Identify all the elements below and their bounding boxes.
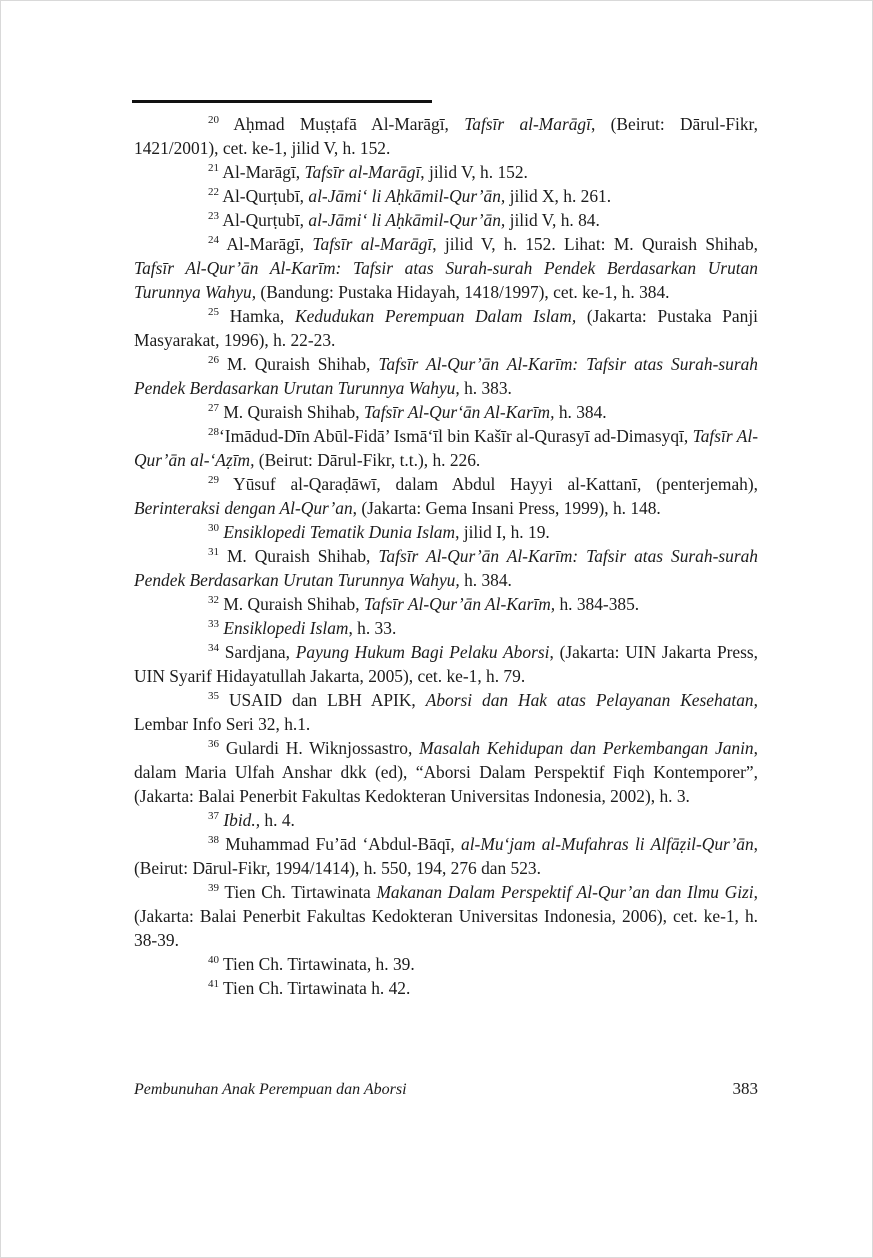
- footnote: [134, 688, 758, 736]
- footnote-number: 40: [208, 954, 219, 967]
- footnote-text-run: , jilid V, h. 152. Lihat: M. Quraish Shihab,: [432, 234, 758, 254]
- footnote-number: 23: [208, 210, 219, 223]
- footnote-text-run: Sardjana,: [219, 642, 296, 662]
- footnote-title-run: Makanan Dalam Perspektif Al-Qur’an dan Ilmu Gizi: [376, 882, 754, 902]
- footnote-number: 31: [208, 546, 219, 559]
- footnote: [134, 616, 758, 640]
- footnote-title-run: Tafsīr Al-Qur’ān Al-Karīm: Tafsir atas Surah-surah Pendek Berdasarkan Urutan Turunnya Wahyu,: [134, 354, 758, 398]
- footnote-title-run: Tafsīr Al-Qur’ān Al-Karīm: Tafsir atas Surah-surah Pendek Berdasarkan Urutan Turunnya Wahyu,: [134, 258, 758, 302]
- footnote-text-run: Yūsuf al-Qaraḍāwī, dalam Abdul Hayyi al-Kattanī, (penterjemah),: [219, 474, 758, 494]
- footnote-text-run: h. 384.: [459, 570, 512, 590]
- footnote-number: 28: [208, 426, 219, 439]
- footnote-text-run: jilid X, h. 261.: [505, 186, 612, 206]
- footnote-text-run: (Bandung: Pustaka Hidayah, 1418/1997), cet. ke-1, h. 384.: [256, 282, 670, 302]
- footnote: [134, 544, 758, 592]
- page-footer: [134, 1079, 758, 1099]
- footnote-title-run: Berinteraksi dengan Al-Qur’an: [134, 498, 353, 518]
- footnote-title-run: al-Mu‘jam al-Mufahras li Alfāẓil-Qur’ān: [461, 834, 754, 854]
- footnote-text-run: M. Quraish Shihab,: [219, 546, 379, 566]
- footnote-title-run: Ensiklopedi Islam: [223, 618, 349, 638]
- footnote-number: 41: [208, 978, 219, 991]
- footnote: [134, 352, 758, 400]
- footnote-title-run: Tafsīr Al-Qur’ān Al-Karīm,: [363, 594, 556, 614]
- footnote-number: 25: [208, 306, 219, 319]
- footnote-text-run: h. 384.: [554, 402, 607, 422]
- footnote-title-run: Tafsīr al-Marāgī: [464, 114, 591, 134]
- footnote-title-run: Tafsīr Al-Qur’ān Al-Karīm: Tafsir atas Surah-surah Pendek Berdasarkan Urutan Turunnya Wahyu,: [134, 546, 758, 590]
- footnote-text-run: h. 4.: [260, 810, 295, 830]
- footnote-title-run: Masalah Kehidupan dan Perkembangan Janin: [419, 738, 754, 758]
- footnote-text-run: Hamka,: [219, 306, 295, 326]
- footnote-title-run: Payung Hukum Bagi Pelaku Aborsi: [295, 642, 550, 662]
- footnote-text-run: Al-Qurṭubī,: [219, 210, 309, 230]
- footnote-number: 30: [208, 522, 219, 535]
- footnote-text-run: Tien Ch. Tirtawinata, h. 39.: [219, 954, 415, 974]
- footnote-text-run: h. 384-385.: [555, 594, 640, 614]
- footnote-text-run: , (Beirut: Dārul-Fikr, 1421/2001), cet. ke-1, jilid V, h. 152.: [134, 114, 759, 158]
- footnotes-list: [134, 112, 758, 1000]
- footnote-number: 24: [208, 234, 219, 247]
- footnote: [134, 400, 758, 424]
- footnote: [134, 304, 758, 352]
- footnote: [134, 208, 758, 232]
- footnote-text-run: Al-Qurṭubī,: [219, 186, 309, 206]
- footnote-text-run: Gulardi H. Wiknjossastro,: [219, 738, 420, 758]
- footnote-title-run: al-Jāmi‘ li Aḥkāmil-Qur’ān,: [308, 186, 506, 206]
- footnote-text-run: Al-Marāgī,: [219, 162, 305, 182]
- footnote-text-run: , (Jakarta: Balai Penerbit Fakultas Kedokteran Universitas Indonesia, 2006), cet. ke-1, h. 38-39.: [134, 882, 758, 950]
- footnote: [134, 592, 758, 616]
- footnote-title-run: Tafsīr Al-Qur‘ān Al-Karīm,: [363, 402, 555, 422]
- footnote-title-run: Tafsīr al-Marāgī: [312, 234, 433, 254]
- footnote-number: 37: [208, 810, 219, 823]
- footnote-number: 27: [208, 402, 219, 415]
- footnote-title-run: Tafsīr Al-Qur’ān al-‘Aẓīm,: [134, 426, 758, 470]
- footnote: [134, 976, 758, 1000]
- footnote-number: 35: [208, 690, 219, 703]
- footnote-number: 32: [208, 594, 219, 607]
- footnote-number: 33: [208, 618, 219, 631]
- footnote: [134, 832, 758, 880]
- footnote-text-run: , (Beirut: Dārul-Fikr, 1994/1414), h. 550, 194, 276 dan 523.: [134, 834, 758, 878]
- footnote-text-run: h. 383.: [459, 378, 512, 398]
- footnote: [134, 736, 758, 808]
- footnote: [134, 520, 758, 544]
- footnote-title-run: Kedudukan Perempuan Dalam Islam,: [294, 306, 577, 326]
- footnote-number: 39: [208, 882, 219, 895]
- footnote-title-run: Ensiklopedi Tematik Dunia Islam: [223, 522, 456, 542]
- footnote-title-run: Tafsīr al-Marāgī: [304, 162, 421, 182]
- footnote-title-run: al-Jāmi‘ li Aḥkāmil-Qur’ān,: [308, 210, 506, 230]
- footnote: [134, 640, 758, 688]
- footnote-text-run: , (Jakarta: Gema Insani Press, 1999), h. 148.: [352, 498, 661, 518]
- footnote: [134, 424, 758, 472]
- footnote-number: 29: [208, 474, 219, 487]
- footnote-separator-rule: [132, 100, 432, 103]
- footnote-text-run: Tien Ch. Tirtawinata: [219, 882, 377, 902]
- footnote-number: 36: [208, 738, 219, 751]
- footnote-text-run: , jilid V, h. 152.: [420, 162, 528, 182]
- footnote-number: 38: [208, 834, 219, 847]
- footnote-text-run: , (Jakarta: UIN Jakarta Press, UIN Syarif Hidayatullah Jakarta, 2005), cet. ke-1, h. 79.: [134, 642, 759, 686]
- footnote-number: 20: [208, 114, 219, 127]
- footnote-text-run: Muhammad Fu’ād ‘Abdul-Bāqī,: [219, 834, 462, 854]
- footnote-text-run: Aḥmad Muṣṭafā Al-Marāgī,: [219, 114, 465, 134]
- footnote: [134, 952, 758, 976]
- footnote-text-run: (Beirut: Dārul-Fikr, t.t.), h. 226.: [254, 450, 481, 470]
- footnote-text-run: , jilid I, h. 19.: [455, 522, 550, 542]
- footnote-text-run: M. Quraish Shihab,: [219, 402, 364, 422]
- footnote: [134, 184, 758, 208]
- footnote-title-run: Ibid.,: [223, 810, 261, 830]
- footnote-number: 26: [208, 354, 219, 367]
- running-title: Pembunuhan Anak Perempuan dan Aborsi: [134, 1081, 407, 1098]
- footnote-text-run: jilid V, h. 84.: [505, 210, 600, 230]
- footnote-number: 22: [208, 186, 219, 199]
- footnote-text-run: ‘Imādud-Dīn Abūl-Fidā’ Ismā‘īl bin Kašīr al-Qurasyī ad-Dimasyqī,: [219, 426, 693, 446]
- footnote: [134, 112, 758, 160]
- footnote-text-run: Al-Marāgī,: [219, 234, 313, 254]
- footnote: [134, 232, 758, 304]
- footnote-title-run: Aborsi dan Hak atas Pelayanan Kesehatan: [425, 690, 754, 710]
- page-number: 383: [732, 1079, 758, 1098]
- footnote: [134, 880, 758, 952]
- footnote-text-run: Tien Ch. Tirtawinata h. 42.: [219, 978, 411, 998]
- footnote-number: 34: [208, 642, 219, 655]
- footnote-text-run: (Jakarta: Pustaka Panji Masyarakat, 1996), h. 22-23.: [134, 306, 759, 350]
- footnote-text-run: M. Quraish Shihab,: [219, 354, 379, 374]
- footnote-text-run: M. Quraish Shihab,: [219, 594, 364, 614]
- footnote-text-run: , Lembar Info Seri 32, h.1.: [134, 690, 758, 734]
- footnote-text-run: , h. 33.: [348, 618, 397, 638]
- footnote-text-run: , dalam Maria Ulfah Anshar dkk (ed), “Aborsi Dalam Perspektif Fiqh Kontemporer”, (Jakarta: Balai Penerbit Fakultas Kedokteran Universitas Indonesia, 2002), h. 3.: [134, 738, 758, 806]
- footnote: [134, 472, 758, 520]
- footnote: [134, 160, 758, 184]
- footnote-text-run: USAID dan LBH APIK,: [219, 690, 426, 710]
- footnote: [134, 808, 758, 832]
- footnote-number: 21: [208, 162, 219, 175]
